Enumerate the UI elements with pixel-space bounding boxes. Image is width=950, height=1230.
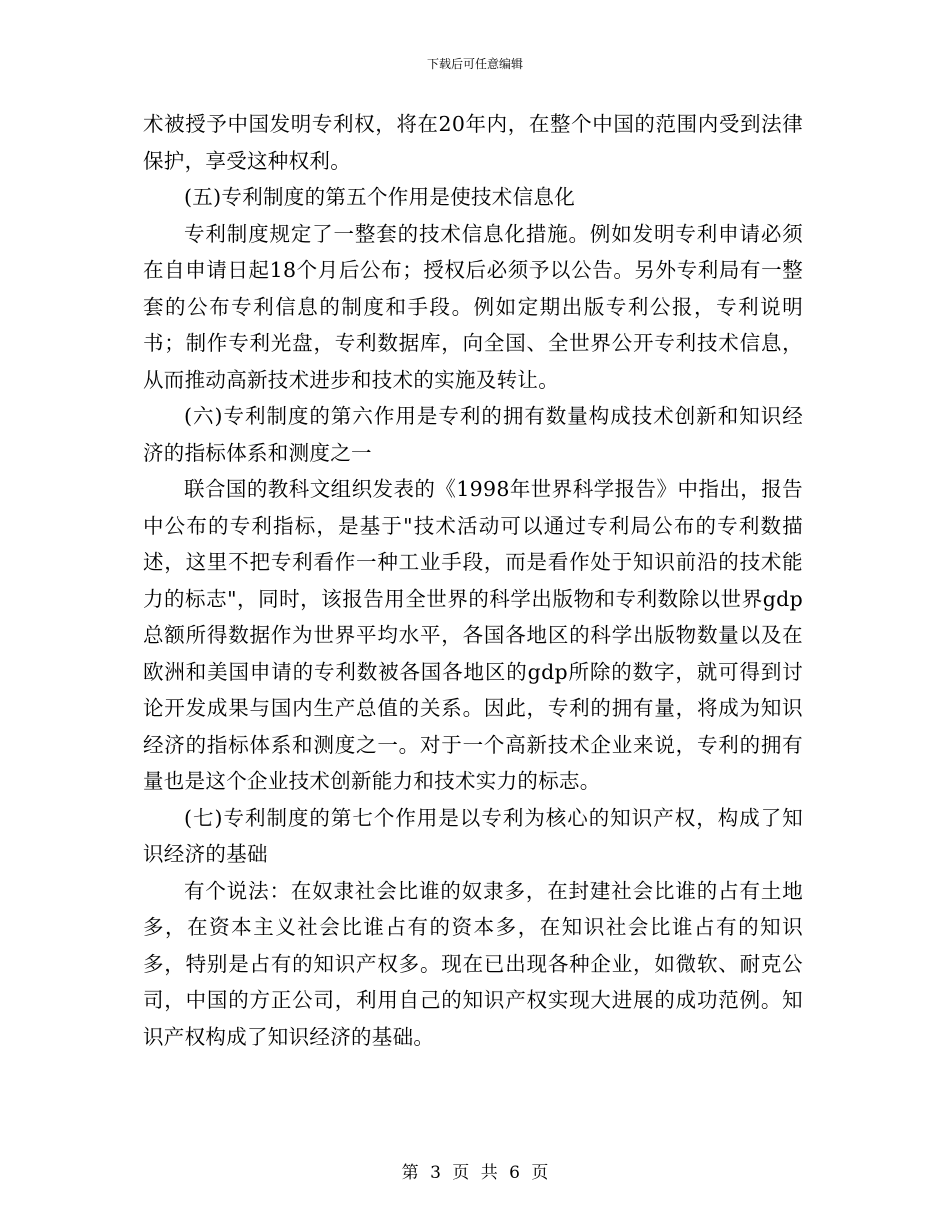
section-heading-6: (六)专利制度的第六作用是专利的拥有数量构成技术创新和知识经济的指标体系和测度之一 [143,404,803,465]
section-heading-5: (五)专利制度的第五个作用是使技术信息化 [184,185,575,209]
page-footer: 第 3 页 共 6 页 [401,1163,549,1183]
section-heading-7: (七)专利制度的第七个作用是以专利为核心的知识产权，构成了知识经济的基础 [143,805,803,866]
paragraph: 联合国的教科文组织发表的《1998年世界科学报告》中指出，报告中公布的专利指标，是基于"技术活动可以通过专利局公布的专利数描述，这里不把专利看作一种工业手段，而是看作处于知识前沿的技术能力的标志"，同时，该报告用全世界的科学出版物和专利数除以世界gdp总额所得数据作为世界平均水平，各国各地区的科学出版物数量以及在欧洲和美国申请的专利数被各国各地区的gdp所除的数字，就可得到讨论开发成果与国内生产总值的关系。因此，专利的拥有量，将成为知识经济的指标体系和测度之一。对于一个高新技术企业来说，专利的拥有量也是这个企业技术创新能力和技术实力的标志。 [143,477,803,793]
page-header: 下载后可任意编辑 [426,57,523,71]
paragraph-continuation: 术被授予中国发明专利权，将在20年内，在整个中国的范围内受到法律保护，享受这种权利。 [143,112,803,173]
paragraph: 有个说法：在奴隶社会比谁的奴隶多，在封建社会比谁的占有土地多，在资本主义社会比谁占有的资本多，在知识社会比谁占有的知识多，特别是占有的知识产权多。现在已出现各种企业，如微软、耐克公司，中国的方正公司，利用自己的知识产权实现大进展的成功范例。知识产权构成了知识经济的基础。 [143,878,803,1049]
body-text [143,106,803,1055]
paragraph: 专利制度规定了一整套的技术信息化措施。例如发明专利申请必须在自申请日起18个月后公布；授权后必须予以公告。另外专利局有一整套的公布专利信息的制度和手段。例如定期出版专利公报，专利说明书；制作专利光盘，专利数据库，向全国、全世界公开专利技术信息，从而推动高新技术进步和技术的实施及转让。 [143,221,803,392]
